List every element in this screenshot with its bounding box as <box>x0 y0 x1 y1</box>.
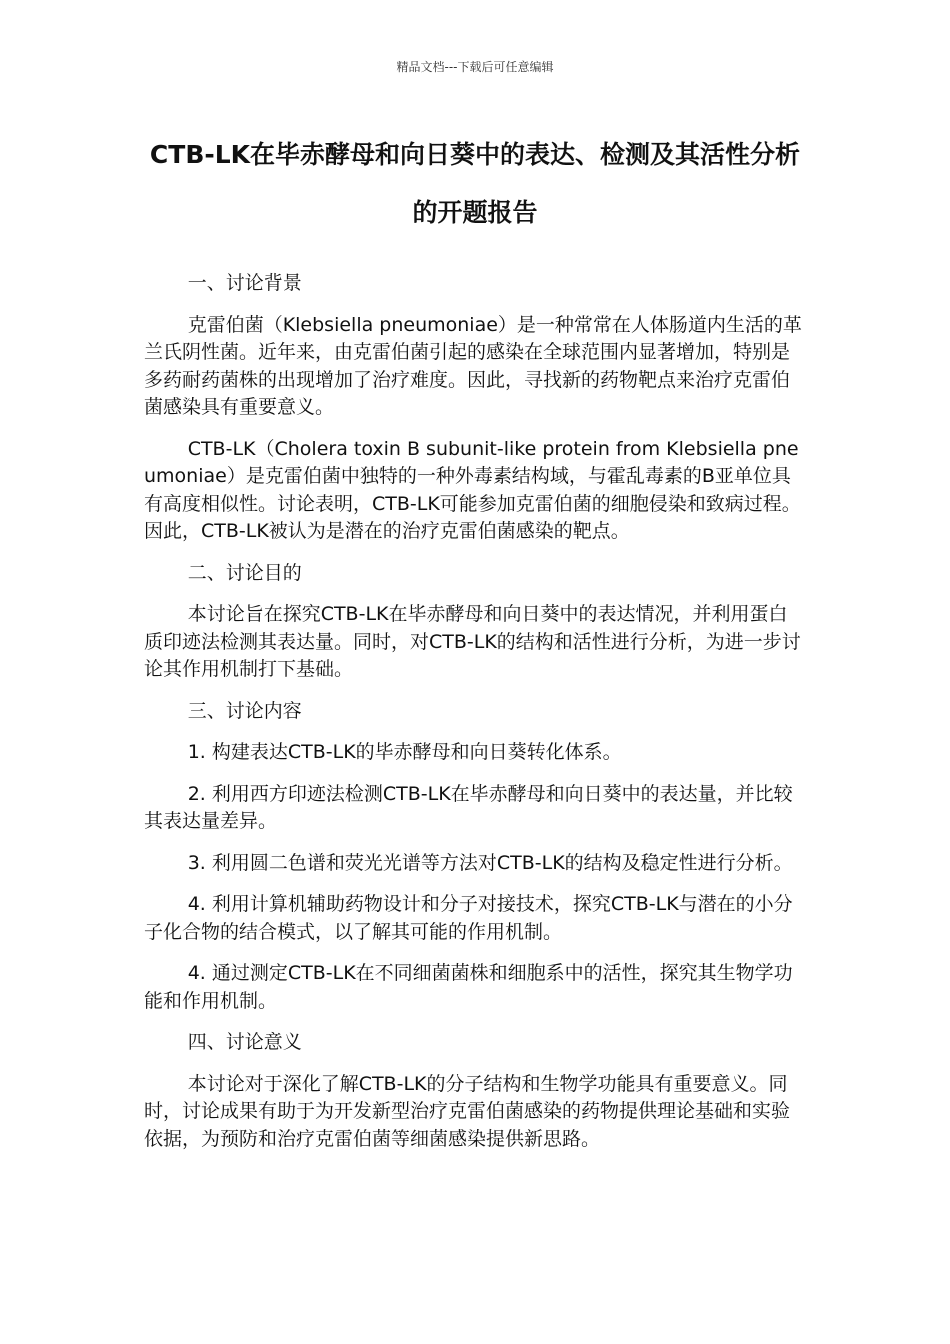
list-item: 3. 利用圆二色谱和荧光光谱等方法对CTB-LK的结构及稳定性进行分析。 <box>187 851 793 874</box>
section-heading-significance: 四、讨论意义 <box>187 1031 302 1053</box>
list-item: 4. 通过测定CTB-LK在不同细菌菌株和细胞系中的活性，探究其生物学功能和作用机制。 <box>144 962 793 1012</box>
list-item: 2. 利用西方印迹法检测CTB-LK在毕赤酵母和向日葵中的表达量，并比较其表达量差异。 <box>144 782 793 832</box>
paragraph: 克雷伯菌（Klebsiella pneumoniae）是一种常常在人体肠道内生活的革兰氏阴性菌。近年来，由克雷伯菌引起的感染在全球范围内显著增加，特别是多药耐药菌株的出现增加了治疗难度。因此，寻找新的药物靶点来治疗克雷伯菌感染具有重要意义。 <box>144 313 802 418</box>
paragraph: 本讨论旨在探究CTB-LK在毕赤酵母和向日葵中的表达情况，并利用蛋白质印迹法检测其表达量。同时，对CTB-LK的结构和活性进行分析，为进一步讨论其作用机制打下基础。 <box>144 603 801 680</box>
list-item: 1. 构建表达CTB-LK的毕赤酵母和向日葵转化体系。 <box>187 741 622 763</box>
header-note: 精品文档---下载后可任意编辑 <box>396 60 554 74</box>
list-item: 4. 利用计算机辅助药物设计和分子对接技术，探究CTB-LK与潜在的小分子化合物的结合模式，以了解其可能的作用机制。 <box>144 893 793 943</box>
document-title: CTB-LK在毕赤酵母和向日葵中的表达、检测及其活性分析的开题报告 <box>149 140 801 227</box>
section-heading-purpose: 二、讨论目的 <box>187 561 302 584</box>
paragraph: 本讨论对于深化了解CTB-LK的分子结构和生物学功能具有重要意义。同时，讨论成果有助于为开发新型治疗克雷伯菌感染的药物提供理论基础和实验依据，为预防和治疗克雷伯菌等细菌感染提供新思路。 <box>144 1072 791 1150</box>
paragraph: CTB-LK（Cholera toxin B subunit-like protein from Klebsiella pneumoniae）是克雷伯菌中独特的一种外毒素结构域，与霍乱毒素的B亚单位具有高度相似性。讨论表明，CTB-LK可能参加克雷伯菌的细胞侵染和致病过程。因此，CTB-LK被认为是潜在的治疗克雷伯菌感染的靶点。 <box>144 437 801 542</box>
section-heading-background: 一、讨论背景 <box>187 272 302 294</box>
document-body <box>144 270 806 1167</box>
section-heading-content: 三、讨论内容 <box>187 699 302 722</box>
